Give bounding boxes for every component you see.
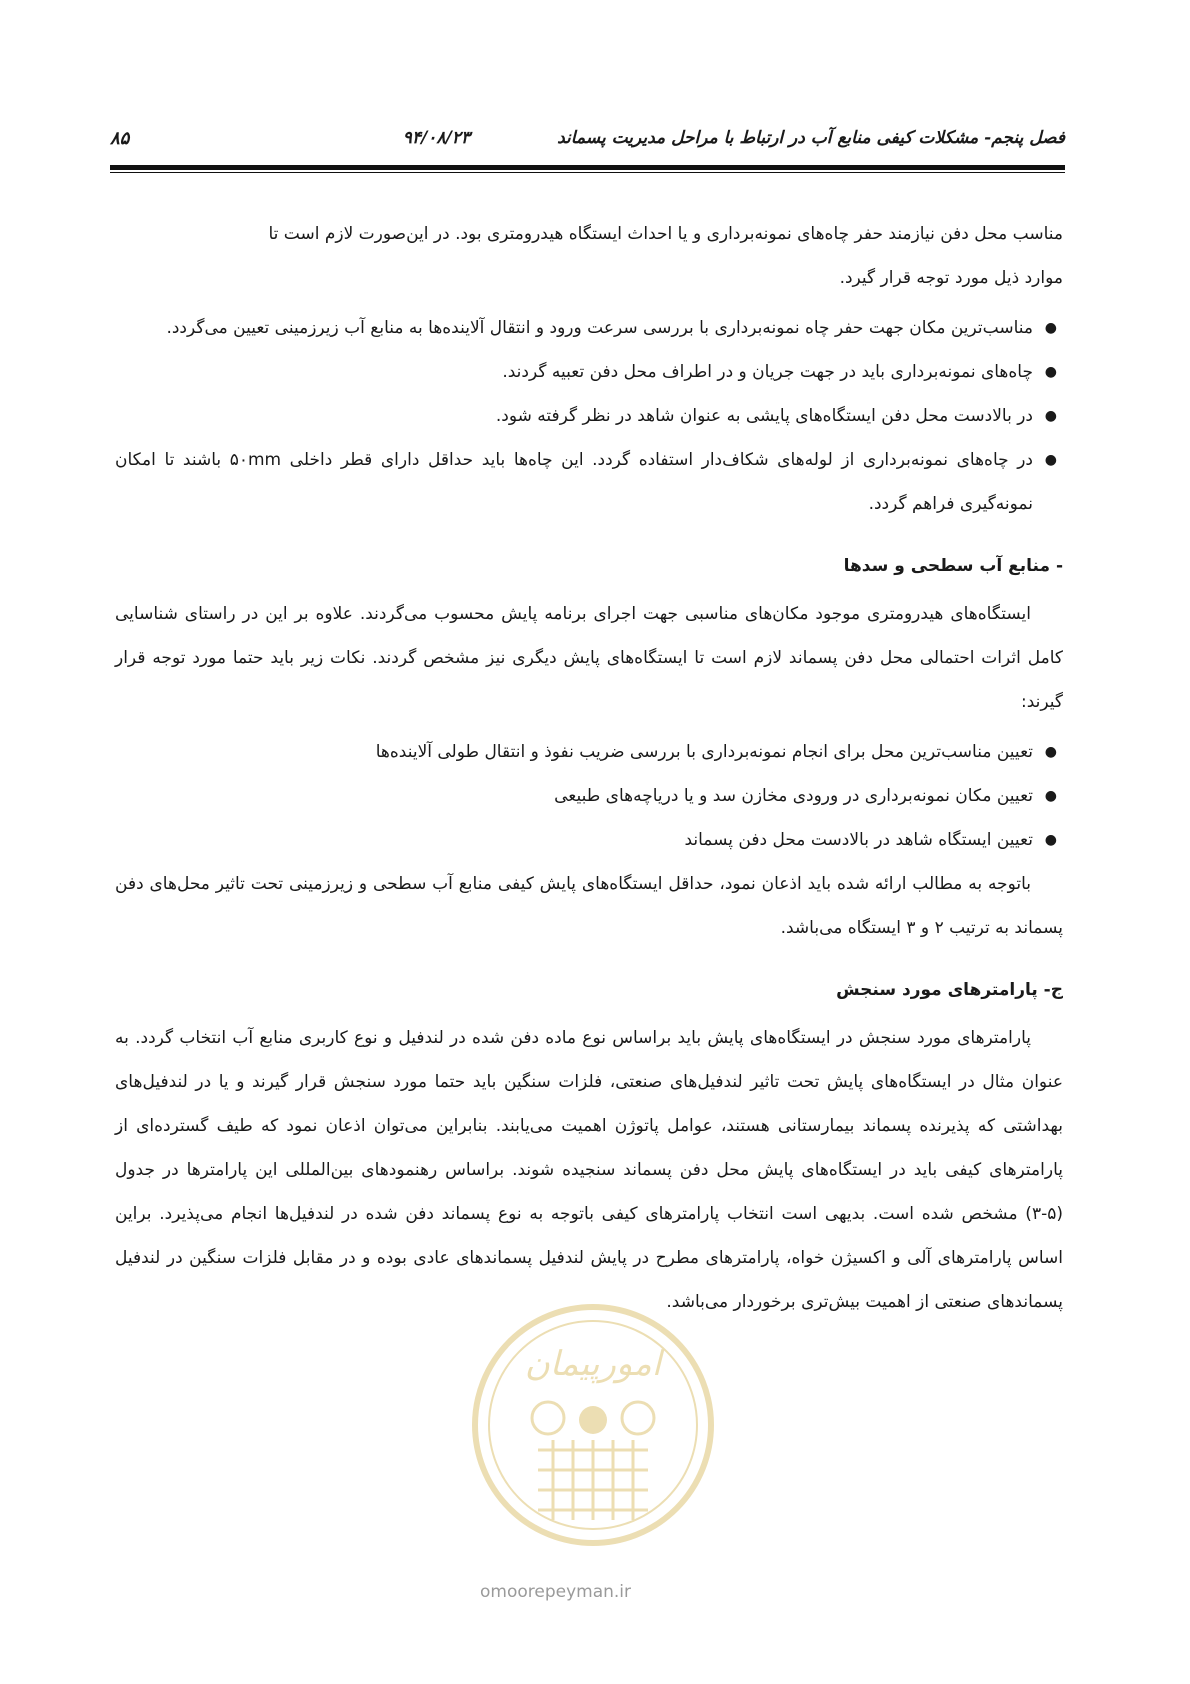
list-item: ● تعیین ایستگاه شاهد در بالادست محل دفن پسماند [115,818,1063,862]
watermark-site: omoorepeyman.ir [480,1582,632,1602]
list-item: ● تعیین مکان نمونه‌برداری در ورودی مخازن سد و یا دریاچه‌های طبیعی [115,774,1063,818]
monitoring-stations-summary: باتوجه به مطالب ارائه شده باید اذعان نمود، حداقل ایستگاه‌های پایش کیفی منابع آب سطحی و زیرزمینی تحت تاثیر محل‌های دفن پسماند به ترتیب ۲ و ۳ ایستگاه می‌باشد. [115,874,1063,938]
page-body [115,212,1063,1324]
list-item: ● چاه‌های نمونه‌برداری باید در جهت جریان و در اطراف محل دفن تعبیه گردند. [115,350,1063,394]
bullet-list-surface [115,730,1063,862]
list-item: ● در بالادست محل دفن ایستگاه‌های پایشی به عنوان شاهد در نظر گرفته شود. [115,394,1063,438]
surface-water-paragraph: ایستگاه‌های هیدرومتری موجود مکان‌های مناسبی جهت اجرای برنامه پایش محسوب می‌گردند. علاوه بر این در راستای شناسایی کامل اثرات احتمالی محل دفن پسماند لازم است تا ایستگاه‌های پایش دیگری نیز مشخص گردند. نکات زیر باید حتما مورد توجه قرار گیرند: [115,604,1063,712]
list-item: ● در چاه‌های نمونه‌برداری از لوله‌های شکاف‌دار استفاده گردد. این چاه‌ها باید حداقل دارای قطر داخلی ۵۰mm باشند تا امکان نمونه‌گیری فراهم گردد. [115,438,1063,526]
header-date: ۹۴/۰۸/۲۳ [402,128,470,148]
bullet-icon: ● [1044,832,1057,848]
bullet-icon: ● [1044,452,1057,468]
watermark-logo-text: امورپیمان [524,1344,662,1384]
page-header [110,128,1065,156]
bullet-list-groundwater [115,306,1063,526]
section-heading-surface-water: - منابع آب سطحی و سدها [843,556,1063,576]
list-item: ● تعیین مناسب‌ترین محل برای انجام نمونه‌برداری با بررسی ضریب نفوذ و انتقال طولی آلاینده‌ها [115,730,1063,774]
bullet-icon: ● [1044,744,1057,760]
parameters-paragraph: پارامترهای مورد سنجش در ایستگاه‌های پایش باید براساس نوع ماده دفن شده در لندفیل و نوع کاربری منابع آب انتخاب گردد. به عنوان مثال در ایستگاه‌های پایش تحت تاثیر لندفیل‌های صنعتی، فلزات سنگین باید حتما مورد سنجش قرار گیرند و یا در لندفیل‌های بهداشتی که پذیرنده پسماند بیمارستانی هستند، عوامل پاتوژن اهمیت می‌یابند. بنابراین می‌توان اذعان نمود که طیف گسترده‌ای از پارامترهای کیفی باید در ایستگاه‌های پایش محل دفن پسماند سنجیده شوند. براساس رهنمودهای بین‌المللی این پارامترها در جدول (۵-۳) مشخص شده است. بدیهی است انتخاب پارامترهای کیفی باتوجه به نوع پسماند دفن شده در لندفیل‌ها انجام می‌پذیرد. براین اساس پارامترهای آلی و اکسیژن خواه، پارامترهای مطرح در پایش لندفیل پسماندهای عادی بوده و در مقابل فلزات سنگین در لندفیل پسماندهای صنعتی از اهمیت بیش‌تری برخوردار می‌باشد. [115,1028,1063,1312]
header-rule-thin [110,172,1065,173]
intro-line-2: موارد ذیل مورد توجه قرار گیرد. [839,268,1063,288]
list-item: ● مناسب‌ترین مکان جهت حفر چاه نمونه‌برداری با بررسی سرعت ورود و انتقال آلاینده‌ها به منابع آب زیرزمینی تعیین می‌گردد. [115,306,1063,350]
page-number: ۸۵ [110,128,130,149]
bullet-icon: ● [1044,788,1057,804]
bullet-icon: ● [1044,320,1057,336]
header-rule-thick [110,165,1065,170]
section-heading-parameters: ج- پارامترهای مورد سنجش [836,980,1063,1000]
bullet-icon: ● [1044,364,1057,380]
bullet-icon: ● [1044,408,1057,424]
watermark-logo-icon [468,1300,718,1550]
intro-line-1: مناسب محل دفن نیازمند حفر چاه‌های نمونه‌برداری و یا احداث ایستگاه هیدرومتری بود. در این‌صورت لازم است تا [268,224,1063,244]
chapter-title: فصل پنجم- مشکلات کیفی منابع آب در ارتباط با مراحل مدیریت پسماند [557,128,1065,148]
